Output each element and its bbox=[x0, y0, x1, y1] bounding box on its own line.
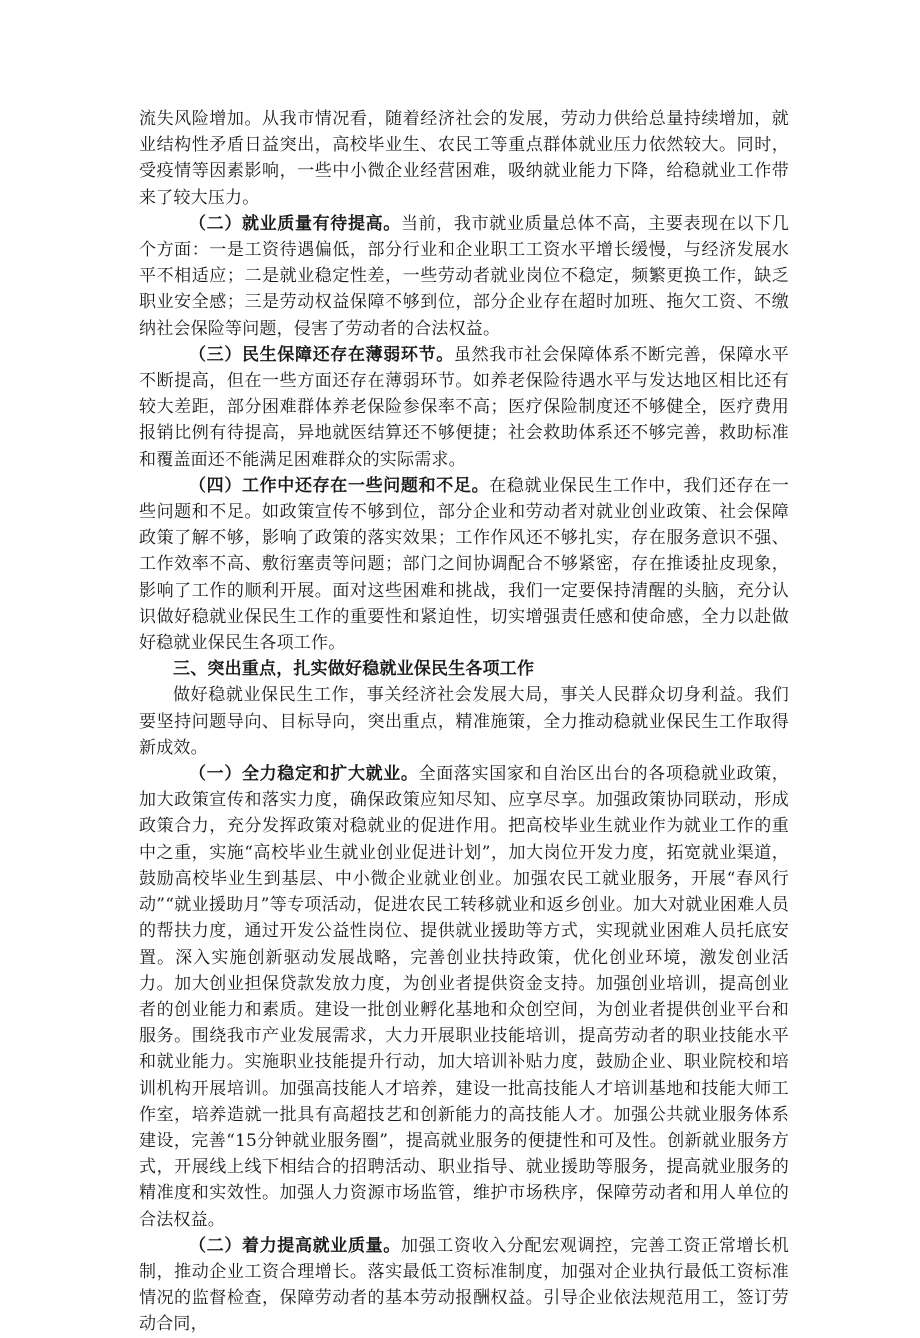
paragraph-lead-heading: （二）就业质量有待提高。 bbox=[189, 213, 401, 234]
paragraph-text: 做好稳就业保民生工作，事关经济社会发展大局，事关人民群众切身利益。我们要坚持问题导向、目标导向，突出重点，精准施策，全力推动稳就业保民生工作取得新成效。 bbox=[139, 685, 789, 758]
section-heading-text: 三、突出重点，扎实做好稳就业保民生各项工作 bbox=[173, 659, 535, 680]
paragraph-employment-quality bbox=[139, 211, 789, 342]
paragraph-text: 全面落实国家和自治区出台的各项稳就业政策，加大政策宣传和落实力度，确保政策应知尽知、应享尽享。加强政策协同联动，形成政策合力，充分发挥政策对稳就业的促进作用。把高校毕业生就业作为就业工作的重中之重，实施“高校毕业生就业创业促进计划”，加大岗位开发力度，拓宽就业渠道，鼓励高校毕业生到基层、中小微企业就业创业。加强农民工就业服务，开展“春风行动”“就业援助月”等专项活动，促进农民工转移就业和返乡创业。加大对就业困难人员的帮扶力度，通过开发公益性岗位、提供就业援助等方式，实现就业困难人员托底安置。深入实施创新驱动发展战略，完善创业扶持政策，优化创业环境，激发创业活力。加大创业担保贷款发放力度，为创业者提供资金支持。加强创业培训，提高创业者的创业能力和素质。建设一批创业孵化基地和众创空间，为创业者提供创业平台和服务。围绕我市产业发展需求，大力开展职业技能培训，提高劳动者的职业技能水平和就业能力。实施职业技能提升行动，加大培训补贴力度，鼓励企业、职业院校和培训机构开展培训。加强高技能人才培养，建设一批高技能人才培训基地和技能大师工作室，培养造就一批具有高超技艺和创新能力的高技能人才。加强公共就业服务体系建设，完善“15分钟就业服务圈”，提高就业服务的便捷性和可及性。创新就业服务方式，开展线上线下相结合的招聘活动、职业指导、就业援助等服务，提高就业服务的精准度和实效性。加强人力资源市场监管，维护市场秩序，保障劳动者和用人单位的合法权益。 bbox=[139, 764, 789, 1230]
document-body bbox=[139, 106, 789, 1338]
paragraph-lead-heading: （二）着力提高就业质量。 bbox=[189, 1235, 401, 1256]
paragraph-lead-heading: （三）民生保障还存在薄弱环节。 bbox=[189, 344, 454, 365]
paragraph-stabilize-employment bbox=[139, 761, 789, 1233]
paragraph-text: 当前，我市就业质量总体不高，主要表现在以下几个方面：一是工资待遇偏低，部分行业和企业职工工资水平增长缓慢，与经济发展水平不相适应；二是就业稳定性差，一些劳动者就业岗位不稳定，频繁更换工作，缺乏职业安全感；三是劳动权益保障不够到位，部分企业存在超时加班、拖欠工资、不缴纳社会保险等问题，侵害了劳动者的合法权益。 bbox=[139, 213, 790, 339]
paragraph-continuation bbox=[139, 106, 789, 211]
paragraph-text: 流失风险增加。从我市情况看，随着经济社会的发展，劳动力供给总量持续增加，就业结构性矛盾日益突出，高校毕业生、农民工等重点群体就业压力依然较大。同时，受疫情等因素影响，一些中小微企业经营困难，吸纳就业能力下降，给稳就业工作带来了较大压力。 bbox=[139, 109, 789, 208]
paragraph-text: 加强工资收入分配宏观调控，完善工资正常增长机制，推动企业工资合理增长。落实最低工资标准制度，加强对企业执行最低工资标准情况的监督检查，保障劳动者的基本劳动报酬权益。引导企业依法规范用工，签订劳动合同， bbox=[139, 1235, 790, 1335]
paragraph-lead-heading: （一）全力稳定和扩大就业。 bbox=[189, 764, 419, 785]
paragraph-text: 在稳就业保民生工作中，我们还存在一些问题和不足。如政策宣传不够到位，部分企业和劳动者对就业创业政策、社会保障政策了解不够，影响了政策的落实效果；工作作风还不够扎实，存在服务意识不强、工作效率不高、敷衍塞责等问题；部门之间协调配合不够紧密，存在推诿扯皮现象，影响了工作的顺利开展。面对这些困难和挑战，我们一定要保持清醒的头脑，充分认识做好稳就业保民生工作的重要性和紧迫性，切实增强责任感和使命感，全力以赴做好稳就业保民生各项工作。 bbox=[139, 475, 789, 654]
paragraph-work-shortcomings bbox=[139, 473, 789, 656]
paragraph-lead-heading: （四）工作中还存在一些问题和不足。 bbox=[189, 475, 490, 496]
paragraph-improve-quality bbox=[139, 1233, 789, 1338]
paragraph-section-intro bbox=[139, 682, 789, 761]
section-heading-three bbox=[139, 656, 789, 682]
paragraph-text: 虽然我市社会保障体系不断完善，保障水平不断提高，但在一些方面还存在薄弱环节。如养老保险待遇水平与发达地区相比还有较大差距，部分困难群体养老保险参保率不高；医疗保险制度还不够健全，医疗费用报销比例有待提高，异地就医结算还不够便捷；社会救助体系还不够完善，救助标准和覆盖面还不能满足困难群众的实际需求。 bbox=[139, 344, 789, 470]
paragraph-livelihood-weakness bbox=[139, 342, 789, 473]
